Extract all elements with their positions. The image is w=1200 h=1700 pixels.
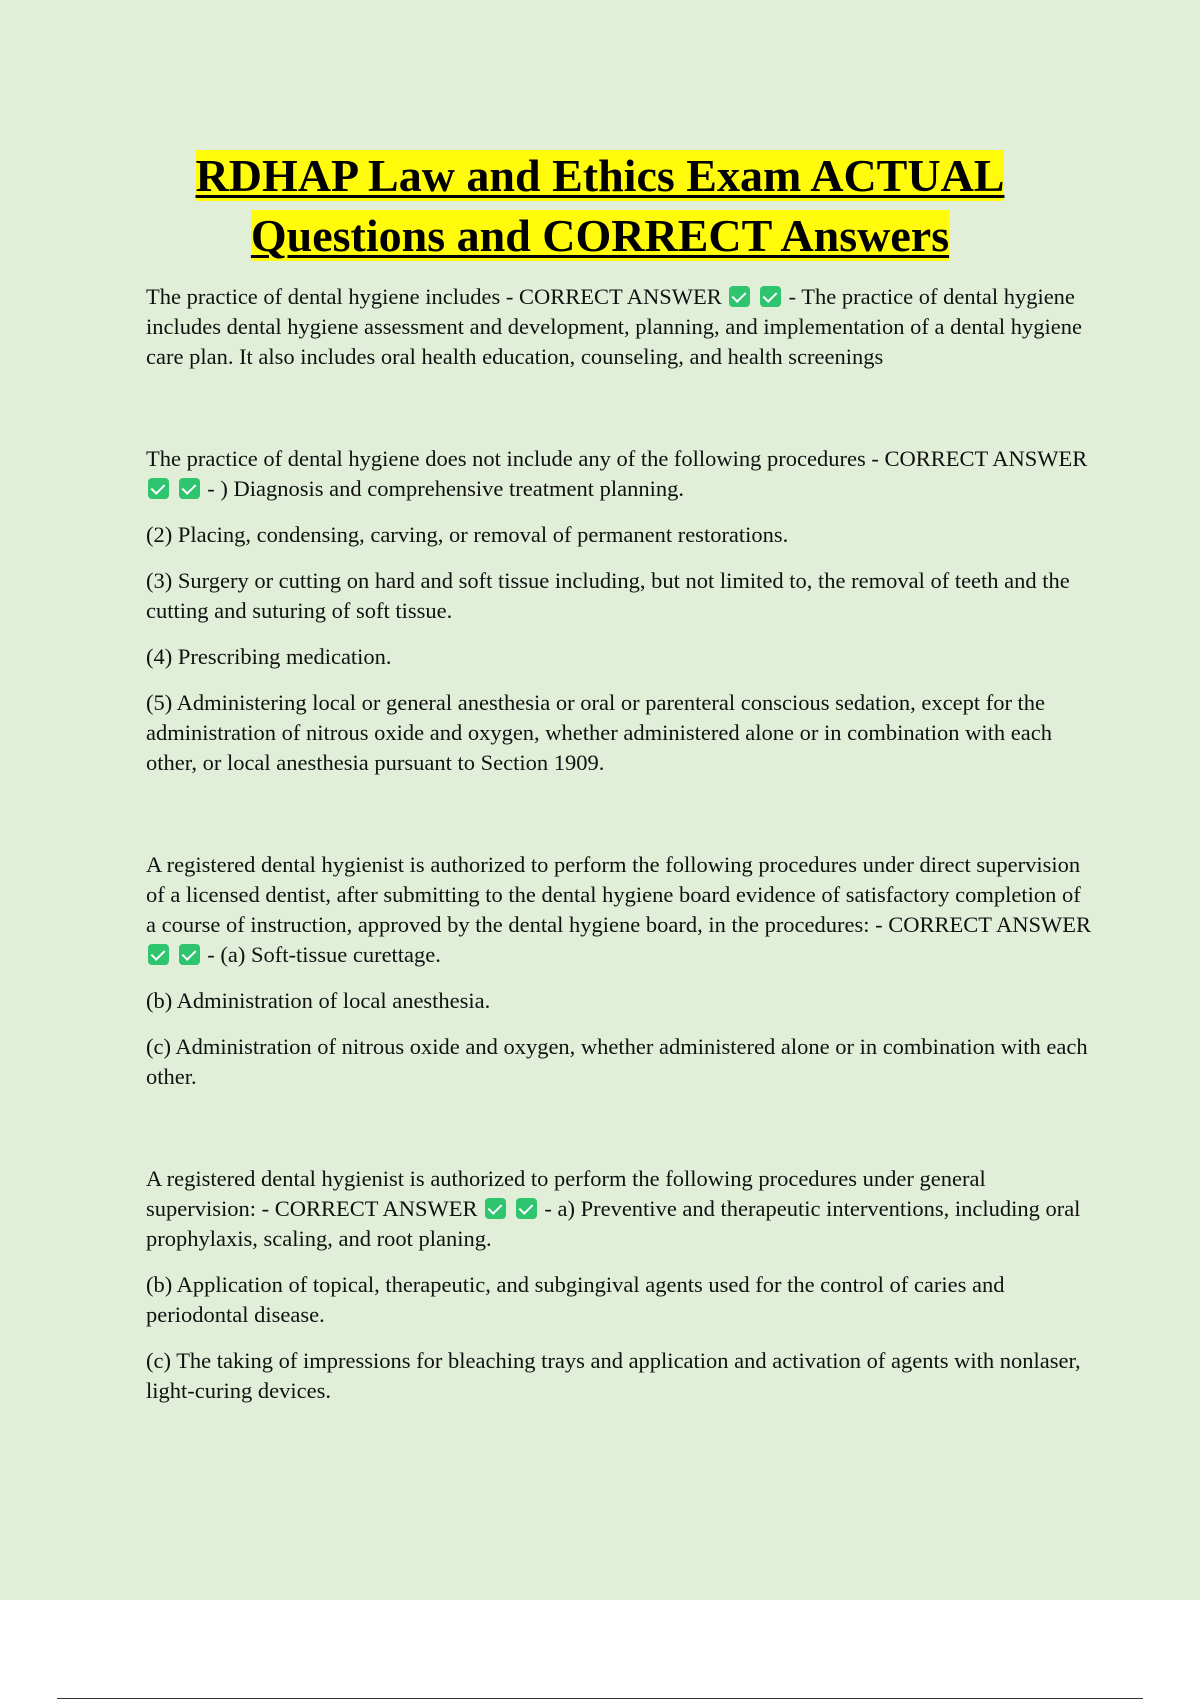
question-text: The practice of dental hygiene does not include any of the following procedures - CORRECT ANSWER [146, 446, 1088, 471]
check-icon [516, 1198, 537, 1219]
answer-item: (2) Placing, condensing, carving, or removal of permanent restorations. [146, 522, 789, 547]
qa-block [146, 1164, 1096, 1406]
question-paragraph [146, 1164, 1096, 1254]
check-icon [760, 286, 781, 307]
check-icon [179, 944, 200, 965]
answer-text: - a) Preventive and therapeutic interventions, including oral prophylaxis, scaling, and root planing. [146, 1196, 1081, 1251]
answer-item: (3) Surgery or cutting on hard and soft tissue including, but not limited to, the removal of teeth and the cutting and suturing of soft tissue. [146, 568, 1070, 623]
answer-item: (b) Application of topical, therapeutic, and subgingival agents used for the control of caries and periodontal disease. [146, 1272, 1005, 1327]
answer-item: (b) Administration of local anesthesia. [146, 988, 491, 1013]
qa-block [146, 444, 1096, 778]
document-title [0, 146, 1200, 266]
check-icon [729, 286, 750, 307]
question-paragraph [146, 444, 1096, 504]
answer-item: (c) Administration of nitrous oxide and oxygen, whether administered alone or in combination with each other. [146, 1034, 1088, 1089]
question-text: The practice of dental hygiene includes - CORRECT ANSWER [146, 284, 722, 309]
check-icon [148, 944, 169, 965]
answer-item: (5) Administering local or general anesthesia or oral or parenteral conscious sedation, except for the administration of nitrous oxide and oxygen, whether administered alone or in combination with each other, or local anesthesia pursuant to Section 1909. [146, 690, 1053, 775]
title-line-2: Questions and CORRECT Answers [250, 210, 950, 261]
answer-item: (c) The taking of impressions for bleaching trays and application and activation of agents with nonlaser, light-curing devices. [146, 1348, 1081, 1403]
qa-list [146, 282, 1096, 1422]
question-text: A registered dental hygienist is authorized to perform the following procedures under direct supervision of a licensed dentist, after submitting to the dental hygiene board evidence of satisfactory completion of a course of instruction, approved by the dental hygiene board, in the procedures: - CORRECT ANSWER [146, 852, 1091, 937]
question-paragraph [146, 282, 1096, 372]
check-icon [179, 478, 200, 499]
check-icon [485, 1198, 506, 1219]
question-text: A registered dental hygienist is authorized to perform the following procedures under general supervision: - CORRECT ANSWER [146, 1166, 986, 1221]
question-paragraph [146, 850, 1096, 970]
footer-divider [57, 1698, 1143, 1699]
answer-item: (4) Prescribing medication. [146, 644, 392, 669]
check-icon [148, 478, 169, 499]
answer-text: - ) Diagnosis and comprehensive treatment planning. [207, 476, 684, 501]
answer-text: - The practice of dental hygiene includes dental hygiene assessment and development, planning, and implementation of a dental hygiene care plan. It also includes oral health education, counseling, and health screenings [146, 284, 1082, 369]
qa-block [146, 850, 1096, 1092]
title-line-1: RDHAP Law and Ethics Exam ACTUAL [195, 150, 1005, 201]
answer-text: - (a) Soft-tissue curettage. [207, 942, 441, 967]
qa-block [146, 282, 1096, 372]
